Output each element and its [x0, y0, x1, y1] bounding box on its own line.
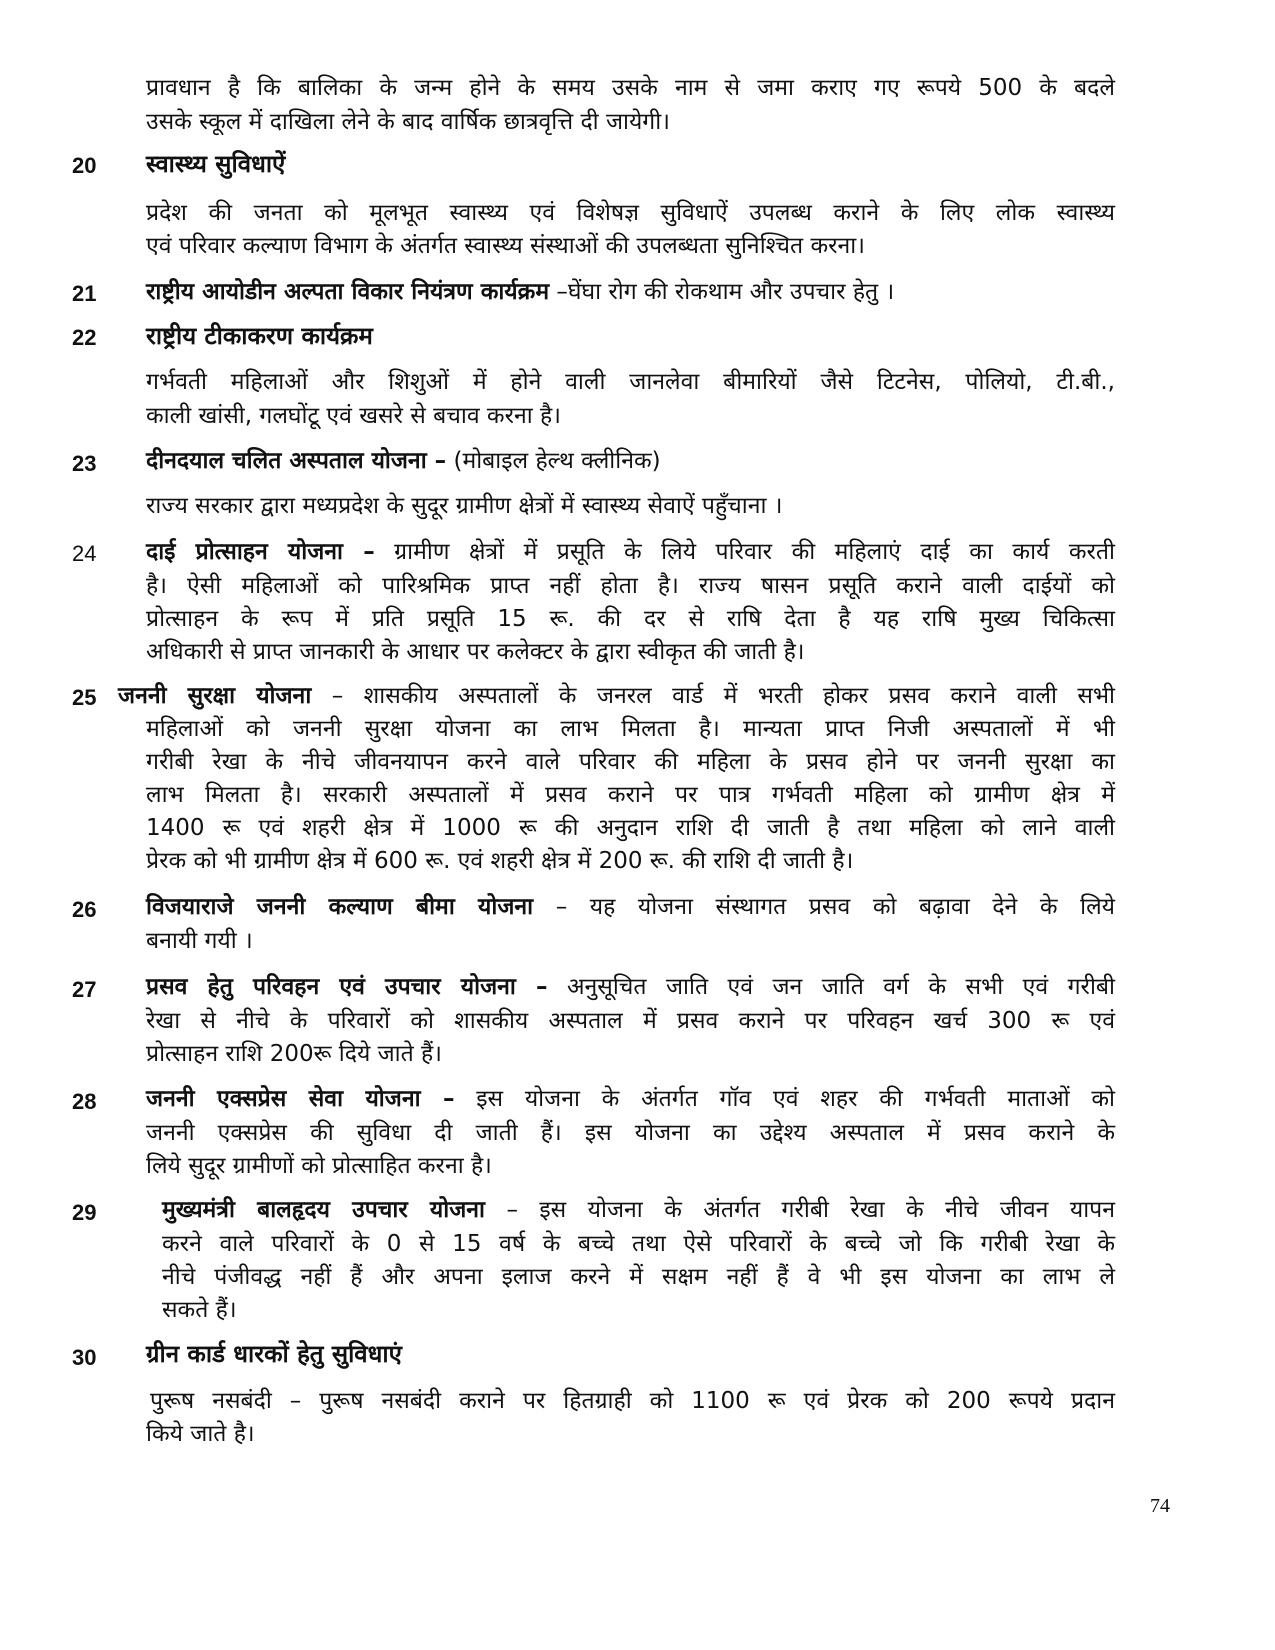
section-29-number: 29: [72, 1200, 97, 1225]
section-23-line: [146, 445, 661, 477]
intro-line-2: उसके स्कूल में दाखिला लेने के बाद वार्षिक छात्रवृत्ति दी जायेगी।: [146, 109, 670, 135]
section-29-title: मुख्यमंत्री बालहृदय उपचार योजना: [162, 1197, 485, 1223]
section-22-number: 22: [72, 325, 97, 350]
section-26-text: – यह योजना संस्थागत प्रसव को बढ़ावा देने के लिये: [533, 894, 1116, 920]
section-20-number: 20: [72, 153, 97, 178]
section-28-title: जननी एक्सप्रेस सेवा योजना –: [146, 1086, 455, 1112]
section-30-line-2: किये जाते है।: [146, 1421, 255, 1447]
section-29-text: – इस योजना के अंतर्गत गरीबी रेखा के नीचे जीवन यापन: [485, 1197, 1115, 1223]
section-23-title: दीनदयाल चलित अस्पताल योजना –: [146, 448, 447, 474]
section-26-number: 26: [72, 897, 97, 922]
section-28-line-2: जननी एक्सप्रेस की सुविधा दी जाती हैं। इस योजना का उद्देश्य अस्पताल में प्रसव कराने के: [146, 1120, 1115, 1146]
section-25-line-4: लाभ मिलता है। सरकारी अस्पतालों में प्रसव कराने पर पात्र गर्भवती महिला को ग्रामीण क्षेत्र में: [146, 782, 1115, 808]
section-21-title: राष्ट्रीय आयोडीन अल्पता विकार नियंत्रण कार्यक्रम: [146, 279, 550, 305]
section-25-text: – शासकीय अस्पतालों के जनरल वार्ड में भरती होकर प्रसव कराने वाली सभी: [311, 683, 1115, 709]
section-29-line-1: [162, 1194, 1115, 1226]
section-27-line-2: रेखा से नीचे के परिवारों को शासकीय अस्पताल में प्रसव कराने पर परिवहन खर्च 300 रू एवं: [146, 1008, 1115, 1034]
section-25-line-6: प्रेरक को भी ग्रामीण क्षेत्र में 600 रू. एवं शहरी क्षेत्र में 200 रू. की राशि दी जाती है।: [146, 848, 854, 874]
section-29-line-3: नीचे पंजीवद्ध नहीं हैं और अपना इलाज करने में सक्षम नहीं हैं वे भी इस योजना का लाभ ले: [162, 1264, 1115, 1290]
section-29-line-4: सकते हैं।: [162, 1297, 237, 1323]
section-21-text: –घेंघा रोग की रोकथाम और उपचार हेतु ।: [549, 279, 895, 305]
section-28-line-3: लिये सुदूर ग्रामीणों को प्रोत्साहित करना है।: [146, 1153, 492, 1179]
section-25-number: 25: [72, 685, 97, 710]
section-27-line-3: प्रोत्साहन राशि 200रू दिये जाते हैं।: [146, 1041, 442, 1067]
section-30-number: 30: [72, 1345, 97, 1370]
section-25-line-1: [118, 680, 1115, 712]
section-22-line-2: काली खांसी, गलघोंटू एवं खसरे से बचाव करना है।: [146, 403, 561, 429]
section-26-line-2: बनायी गयी ।: [146, 928, 253, 954]
section-24-text: ग्रामीण क्षेत्रों में प्रसूति के लिये परिवार की महिलाएं दाई का कार्य करती: [374, 539, 1115, 565]
section-28-number: 28: [72, 1089, 97, 1114]
section-27-title: प्रसव हेतु परिवहन एवं उपचार योजना –: [146, 974, 548, 1000]
section-21-number: 21: [72, 281, 97, 306]
section-29-line-2: करने वाले परिवारों के 0 से 15 वर्ष के बच्चे तथा ऐसे परिवारों के बच्चे जो कि गरीबी रेखा के: [162, 1231, 1115, 1257]
section-24-title: दाई प्रोत्साहन योजना –: [146, 539, 375, 565]
section-23-number: 23: [72, 451, 97, 476]
section-27-number: 27: [72, 977, 97, 1002]
section-22-line-1: गर्भवती महिलाओं और शिशुओं में होने वाली जानलेवा बीमारियों जैसे टिटनेस, पोलियो, टी.बी.,: [146, 369, 1115, 395]
section-20-title: स्वास्थ्य सुविधाऐं: [146, 150, 286, 178]
section-24-line-1: [146, 536, 1115, 568]
section-30-title: ग्रीन कार्ड धारकों हेतु सुविधाएं: [146, 1340, 402, 1368]
section-26-title: विजयाराजे जननी कल्याण बीमा योजना: [146, 894, 534, 920]
section-23-line-1: राज्य सरकार द्वारा मध्यप्रदेश के सुदूर ग्रामीण क्षेत्रों में स्वास्थ्य सेवाऐं पहुँचाना ।: [146, 493, 783, 519]
page-number: 74: [1150, 1495, 1170, 1517]
section-24-line-4: अधिकारी से प्राप्त जानकारी के आधार पर कलेक्टर के द्वारा स्वीकृत की जाती है।: [146, 639, 805, 665]
section-20-line-2: एवं परिवार कल्याण विभाग के अंतर्गत स्वास्थ्य संस्थाओं की उपलब्धता सुनिश्चित करना।: [146, 233, 865, 259]
section-27-text: अनुसूचित जाति एवं जन जाति वर्ग के सभी एवं गरीबी: [547, 974, 1116, 1000]
section-28-line-1: [146, 1083, 1115, 1115]
intro-line-1: प्रावधान है कि बालिका के जन्म होने के समय उसके नाम से जमा कराए गए रूपये 500 के बदले: [146, 75, 1115, 101]
section-24-number: 24: [72, 541, 97, 566]
section-26-line-1: [146, 891, 1115, 923]
section-24-line-3: प्रोत्साहन के रूप में प्रति प्रसूति 15 रू. की दर से राषि देता है यह राषि मुख्य चिकित्सा: [146, 606, 1115, 632]
section-23-text: (मोबाइल हेल्थ क्लीनिक): [446, 448, 661, 474]
section-21-line: [146, 276, 894, 308]
section-20-line-1: प्रदेश की जनता को मूलभूत स्वास्थ्य एवं विशेषज्ञ सुविधाऐं उपलब्ध कराने के लिए लोक स्वास्थ्य: [146, 200, 1115, 226]
section-24-line-2: है। ऐसी महिलाओं को पारिश्रमिक प्राप्त नहीं होता है। राज्य षासन प्रसूति कराने वाली दाईयों को: [146, 573, 1115, 599]
section-25-line-5: 1400 रू एवं शहरी क्षेत्र में 1000 रू की अनुदान राशि दी जाती है तथा महिला को लाने वाली: [146, 815, 1115, 841]
section-28-text: इस योजना के अंतर्गत गॉव एवं शहर की गर्भवती माताओं को: [454, 1086, 1115, 1112]
section-25-line-3: गरीबी रेखा के नीचे जीवनयापन करने वाले परिवार की महिला के प्रसव होने पर जननी सुरक्षा का: [146, 749, 1115, 775]
section-22-title: राष्ट्रीय टीकाकरण कार्यक्रम: [146, 322, 373, 350]
section-27-line-1: [146, 971, 1115, 1003]
section-25-title: जननी सुरक्षा योजना: [118, 683, 312, 709]
section-25-line-2: महिलाओं को जननी सुरक्षा योजना का लाभ मिलता है। मान्यता प्राप्त निजी अस्पतालों में भी: [146, 716, 1115, 742]
section-30-line-1: पुरूष नसबंदी – पुरूष नसबंदी कराने पर हितग्राही को 1100 रू एवं प्रेरक को 200 रूपये प्रदान: [150, 1388, 1115, 1414]
